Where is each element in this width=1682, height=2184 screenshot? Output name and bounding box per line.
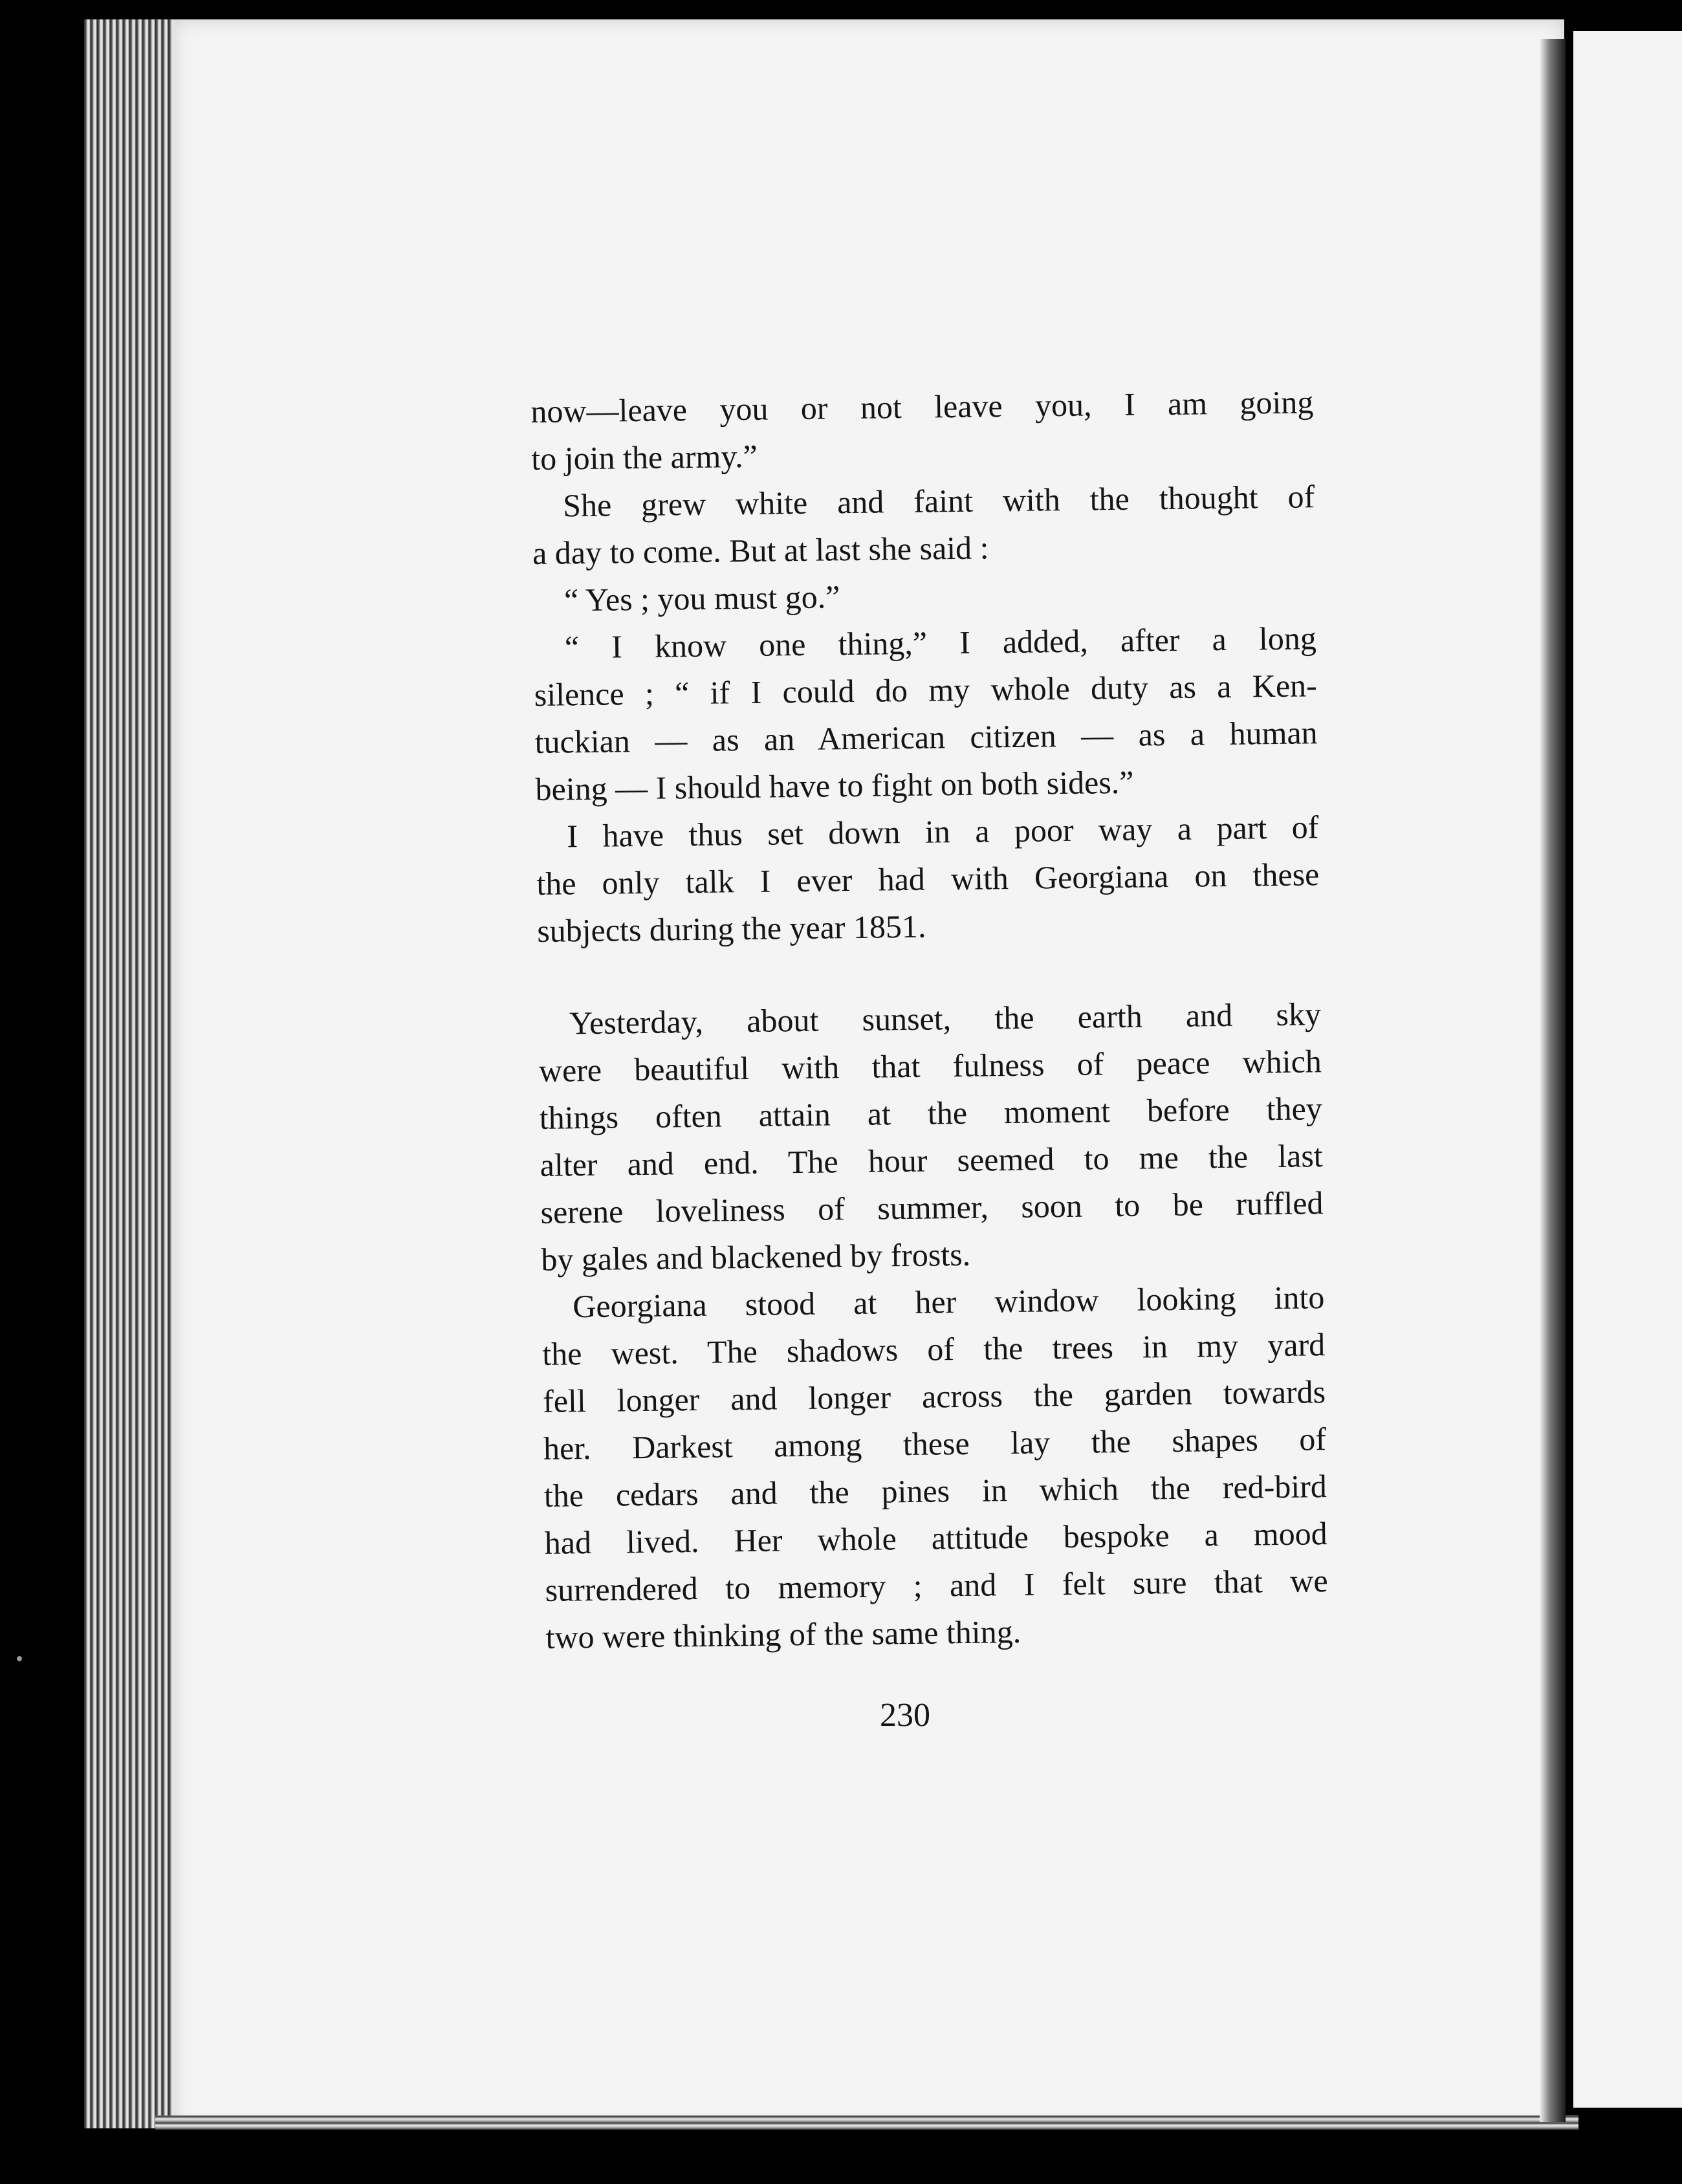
text-line: being — I should have to fight on both sides.”: [535, 763, 1134, 807]
text-line: “ Yes ; you must go.”: [563, 578, 840, 618]
text-line: two were thinking of the same thing.: [545, 1613, 1021, 1655]
page-number: 230: [880, 1697, 930, 1734]
facing-page: [1573, 31, 1682, 2108]
text-line: had lived. Her whole attitude bespoke a mood: [544, 1515, 1328, 1561]
text-line: Yesterday, about sunset, the earth and sky: [569, 996, 1322, 1042]
text-line: by gales and blackened by frosts.: [541, 1236, 971, 1278]
text-line: a day to come. But at last she said :: [532, 529, 989, 571]
page-edges: [84, 19, 188, 2128]
text-line: silence ; “ if I could do my whole duty as a Ken-: [534, 667, 1318, 713]
text-line: I have thus set down in a poor way a part of: [567, 809, 1319, 855]
text-line: surrendered to memory ; and I felt sure that we: [545, 1562, 1328, 1608]
text-line: She grew white and faint with the thought of: [562, 478, 1315, 524]
text-line: to join the army.”: [530, 437, 758, 477]
page-bottom-edge: [155, 2115, 1578, 2130]
scan-speck: [17, 1656, 22, 1661]
body-text: [530, 378, 1329, 1661]
text-line: things often attain at the moment before they: [539, 1090, 1323, 1136]
text-line: fell longer and longer across the garden towards: [542, 1373, 1326, 1419]
text-line: now—leave you or not leave you, I am going: [530, 384, 1314, 430]
text-line: the west. The shadows of the trees in my yard: [541, 1326, 1326, 1372]
text-line: tuckian — as an American citizen — as a human: [534, 714, 1318, 760]
text-line: her. Darkest among these lay the shapes of: [543, 1421, 1327, 1467]
text-line: were beautiful with that fulness of peace which: [538, 1043, 1322, 1089]
text-line: subjects during the year 1851.: [536, 908, 926, 949]
text-line: “ I know one thing,” I added, after a long: [564, 620, 1317, 666]
text-line: alter and end. The hour seemed to me the last: [540, 1137, 1323, 1183]
text-line: the only talk I ever had with Georgiana on these: [536, 856, 1320, 902]
text-line: Georgiana stood at her window looking into: [573, 1279, 1325, 1325]
text-line: serene loveliness of summer, soon to be ruffled: [540, 1185, 1324, 1230]
book-gutter: [1540, 39, 1566, 2122]
text-line: the cedars and the pines in which the red-bird: [543, 1468, 1327, 1514]
